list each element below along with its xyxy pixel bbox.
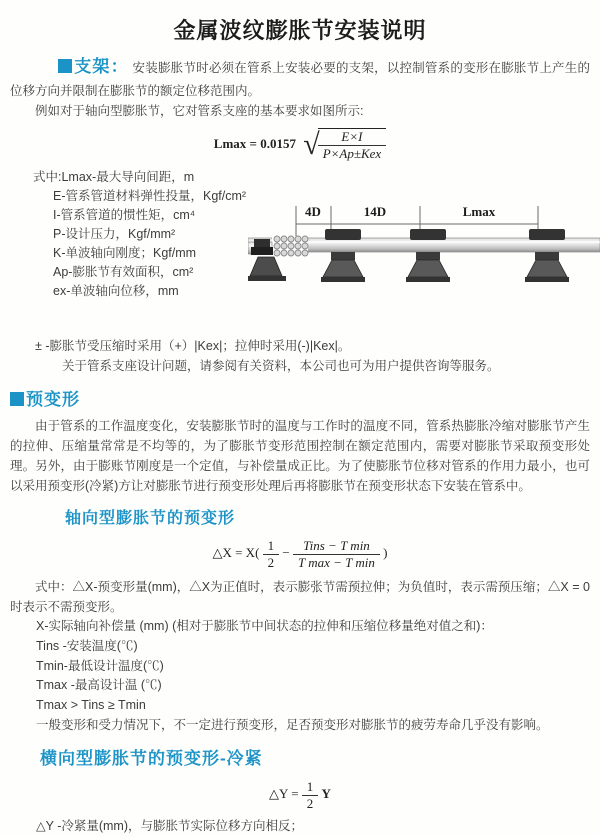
dim-label-14d: 14D <box>363 204 387 220</box>
delta-y-note: △Y -冷紧量(mm)，与膨胀节实际位移方向相反； <box>36 819 304 834</box>
delta-x-formula <box>10 538 590 570</box>
half-fraction: $\frac{1}{2}$ <box>263 538 280 570</box>
definition-item: Ap-膨胀节有效面积，cm² <box>53 265 194 280</box>
dim-label-lmax: Lmax <box>462 204 496 220</box>
axial-item: 一般变形和受力情况下，不一定进行预变形，足否预变形对膨胀节的疲劳寿命几乎没有影响。 <box>36 717 549 732</box>
predeform-heading-text: 预变形 <box>26 390 80 410</box>
predeform-section-heading <box>10 386 590 414</box>
bellows-icon <box>272 236 308 256</box>
sqrt-radical <box>299 128 386 162</box>
lmax-formula-denominator: P×Ap±Kex <box>322 146 382 162</box>
axial-subheading: 轴向型膨胀节的预变形 <box>65 509 236 527</box>
support-heading-text: 支架： <box>74 57 129 76</box>
lmax-formula-lhs: Lmax = 0.0157 <box>213 136 296 152</box>
lmax-formula <box>10 128 590 162</box>
pipe-support-diagram-svg <box>248 198 600 294</box>
delta-x-explain: 式中：△X-预变形量(mm)，△X为正值时，表示膨张节需预拉伸；为负值时，表示需预压缩；△X = 0时表示不需预变形。 <box>10 579 590 614</box>
document-page <box>0 14 600 837</box>
guide-support-icon <box>525 229 569 282</box>
support-example-line: 例如对于轴向型膨胀节，它对管系支座的基本要求如图所示: <box>35 103 364 118</box>
guide-support-icon <box>321 229 365 282</box>
axial-item: Tmax > Tins ≥ Tmin <box>36 698 146 713</box>
delta-y-rhs: Y <box>321 786 331 802</box>
definition-item: 式中:Lmax-最大导向间距，m <box>33 170 195 185</box>
lmax-formula-numerator: E×I <box>318 129 387 146</box>
delta-x-lhs: △X = X( <box>212 545 260 561</box>
lateral-subheading: 横向型膨胀节的预变形-冷紧 <box>40 748 263 768</box>
radical-sign-icon: √ <box>303 128 320 162</box>
axial-item: Tmin-最低设计温度(℃) <box>36 658 164 673</box>
predeform-body: 由于管系的工作温度变化，安装膨胀节时的温度与工作时的温度不同，管系热膨胀冷缩对膨胀节产生的拉伸、压缩量常常是不均等的，为了膨胀节变形范围控制在额定范围内，需要对膨胀节采取预变形处理。另外，由于膨账节刚度是一个定值，与补偿量成正比。为了使膨胀节位移对管系的作用力最小，也可以采用预变形(冷紧)方让对膨胀节进行预变形处理后再将膨胀节在预变形状态下安装在管系中。 <box>10 418 590 494</box>
support-intro-text: 安装膨胀节时必须在管系上安装必要的支架，以控制管系的变形在膨胀节上产生的位移方向并限制在膨胀节的额定位移范围内。 <box>10 61 590 98</box>
delta-y-formula <box>10 779 590 811</box>
consult-note: 关于管系支座设计问题，请参阅有关资料，本公司也可为用户提供咨询等服务。 <box>62 359 500 374</box>
support-paragraph <box>10 53 590 101</box>
axial-item: Tmax -最高设计温 (℃) <box>36 678 162 693</box>
definition-item: E-管系管道材料弹性投量，Kgf/cm² <box>53 189 247 204</box>
definitions-and-diagram <box>10 168 590 336</box>
temperature-fraction: $\frac{\text{Tins − T min}}{\text{T max − T min}}$ <box>293 538 380 570</box>
minus-sign: − <box>282 545 290 561</box>
definition-item: K-单波轴向刚度；Kgf/mm <box>53 246 197 261</box>
axial-item: X-实际轴向补偿量 (mm) (相对于膨胀节中间状态的拉伸和压缩位移量绝对值之和)： <box>36 619 493 634</box>
dim-label-4d: 4D <box>305 204 321 220</box>
guide-support-icon <box>406 229 450 282</box>
plus-minus-note: ± -膨胀节受压缩时采用（+）|Kex|；拉伸时采用(-)|Kex|。 <box>35 339 351 354</box>
delta-y-lhs: △Y = <box>269 786 299 802</box>
definition-item: P-设计压力，Kgf/mm² <box>53 227 176 242</box>
axial-item: Tins -安装温度(℃) <box>36 638 138 653</box>
section-marker-icon <box>10 392 24 406</box>
definition-item: ex-单波轴向位移，mm <box>53 284 179 299</box>
section-marker-icon <box>58 59 72 73</box>
half-fraction: $\frac{1}{2}$ <box>302 779 319 811</box>
definition-item: I-管系管道的惯性矩，cm⁴ <box>53 208 196 223</box>
page-title: 金属波纹膨胀节安装说明 <box>173 18 427 43</box>
pipe-support-diagram <box>248 198 600 294</box>
delta-x-rhs: ) <box>383 545 388 561</box>
support-section-heading <box>58 57 129 76</box>
